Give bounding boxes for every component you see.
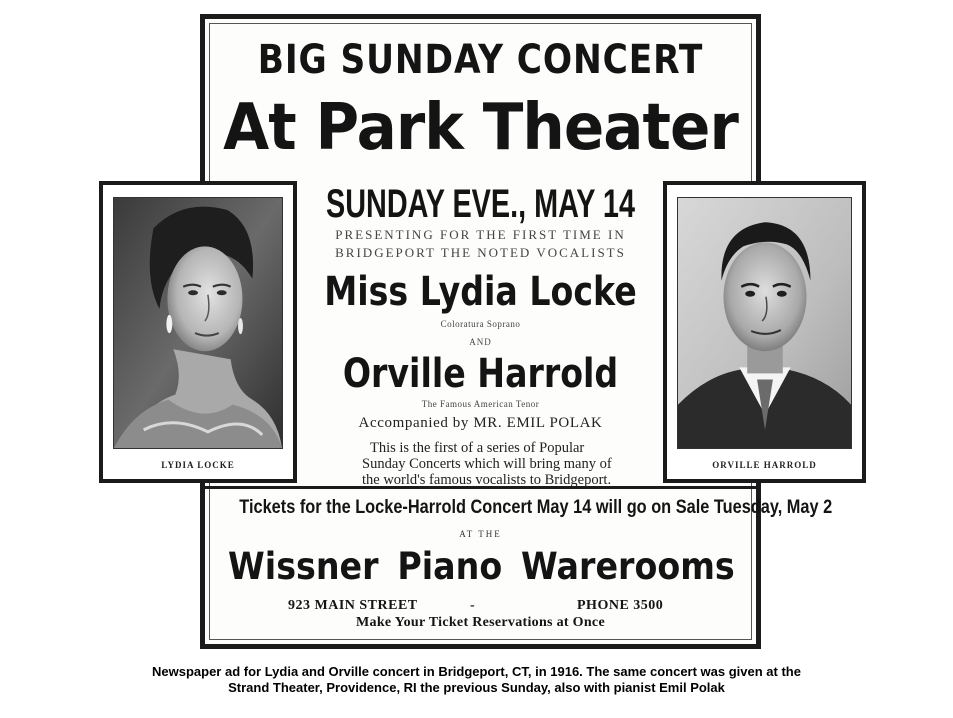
ad-description-line: the world's famous vocalists to Bridgeport. [362, 472, 612, 488]
singer-role-tenor: The Famous American Tenor [421, 399, 540, 409]
singer-role-soprano: Coloratura Soprano [440, 319, 521, 329]
portrait-caption-orville-harrold: ORVILLE HARROLD [712, 460, 817, 470]
ad-venue-title: At Park Theater [223, 91, 738, 165]
woman-portrait-image [114, 198, 282, 448]
image-caption-line2: Strand Theater, Providence, RI the previous Sunday, also with pianist Emil Polak [228, 680, 725, 695]
man-portrait-image [678, 198, 851, 448]
image-caption [0, 664, 953, 696]
ad-date: SUNDAY EVE., MAY 14 [326, 182, 635, 226]
ad-headline: BIG SUNDAY CONCERT [257, 37, 704, 83]
photo-lydia-locke [113, 197, 283, 449]
photo-orville-harrold [677, 197, 852, 449]
ad-reservation-note: Make Your Ticket Reservations at Once [356, 615, 605, 630]
singer-name-lydia-locke: Miss Lydia Locke [324, 269, 637, 315]
portrait-lydia-locke [99, 181, 297, 483]
ad-description-line: Sunday Concerts which will bring many of [362, 456, 612, 472]
ad-tickets-notice: Tickets for the Locke-Harrold Concert May 14 will go on Sale Tuesday, May 2 [239, 497, 833, 518]
ad-accompanist: Accompanied by MR. EMIL POLAK [358, 415, 603, 431]
image-caption-line1: Newspaper ad for Lydia and Orville concert in Bridgeport, CT, in 1916. The same concert was given at the [152, 664, 801, 679]
portrait-caption-lydia-locke: LYDIA LOCKE [161, 460, 235, 470]
ad-address-separator: - [470, 598, 476, 613]
ad-presenting-line2: BRIDGEPORT THE NOTED VOCALISTS [335, 245, 626, 260]
portrait-orville-harrold [663, 181, 866, 483]
ad-at-the: AT THE [459, 529, 502, 539]
ad-presenting-line1: PRESENTING FOR THE FIRST TIME IN [335, 227, 626, 242]
ad-description-line: This is the first of a series of Popular [370, 440, 585, 456]
ad-description [362, 440, 630, 488]
ad-phone: PHONE 3500 [577, 598, 664, 613]
ad-store-name: Wissner Piano Warerooms [228, 545, 735, 588]
ad-and: AND [469, 337, 492, 347]
ad-address: 923 MAIN STREET [288, 598, 418, 613]
singer-name-orville-harrold: Orville Harrold [342, 351, 619, 397]
